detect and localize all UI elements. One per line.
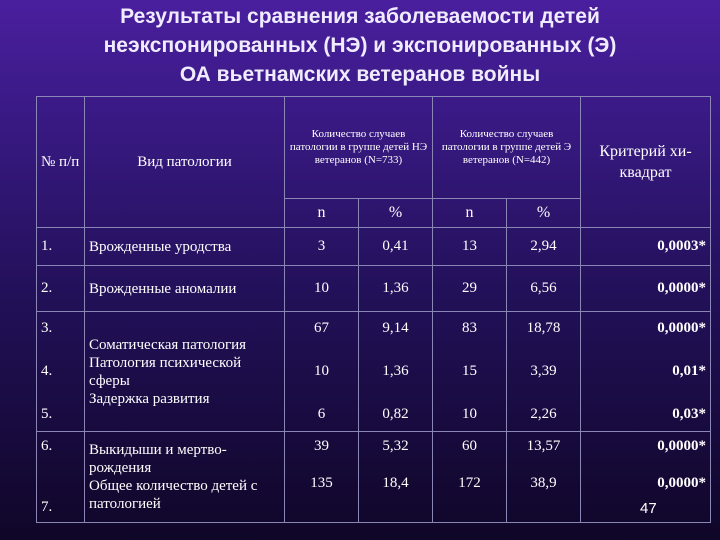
header-num: № п/п (37, 97, 85, 228)
row-criterion: 0,0003* (581, 228, 711, 266)
row-criterion: 0,0000* (657, 438, 707, 454)
row-ne-pct: 1,36 (359, 266, 433, 312)
row-e-pct: 2,94 (507, 228, 581, 266)
row-criterion: 0,0000* (657, 475, 707, 491)
title-line-3: ОА вьетнамских ветеранов войны (179, 63, 541, 86)
subheader-e-n: n (433, 199, 507, 228)
table-row-group (37, 432, 711, 523)
row-e-n: 83 (462, 320, 477, 336)
row-ne-pct: 9,14 (382, 320, 409, 336)
row-ne-n: 67 (314, 320, 329, 336)
row-ne-pct: 18,4 (382, 475, 409, 491)
row-criterion: 0,0000* (581, 266, 711, 312)
row-ne-n: 10 (285, 266, 359, 312)
title-line-2: неэкспонированных (НЭ) и экспонированных (Э) (103, 34, 617, 57)
subheader-e-pct: % (507, 199, 581, 228)
row-pathology: Задержка развития (89, 390, 210, 407)
row-criterion: 0,01* (672, 363, 707, 379)
row-ne-n: 3 (285, 228, 359, 266)
header-row (37, 97, 711, 199)
row-number: 5. (41, 406, 53, 422)
title-line-1: Результаты сравнения заболеваемости детей (120, 5, 600, 28)
table-row (37, 266, 711, 312)
subheader-ne-pct: % (359, 199, 433, 228)
row-number: 6. (41, 438, 53, 454)
row-ne-n: 39 (314, 438, 329, 454)
slide-title (0, 2, 720, 89)
row-number: 1. (37, 228, 85, 266)
row-e-n: 60 (462, 438, 477, 454)
table-row (37, 228, 711, 266)
row-criterion: 0,0000* (657, 320, 707, 336)
row-e-pct: 13,57 (526, 438, 561, 454)
row-pathology: Патология психической сферы (89, 354, 242, 389)
row-e-pct: 18,78 (526, 320, 561, 336)
comparison-table (36, 96, 711, 523)
row-number: 3. (41, 320, 53, 336)
header-criterion: Критерий хи-квадрат (581, 97, 711, 228)
row-ne-n: 135 (310, 475, 333, 491)
row-pathology: Врожденные аномалии (85, 266, 285, 312)
page-number: 47 (640, 500, 657, 517)
header-pathology: Вид патологии (85, 97, 285, 228)
header-group-e: Количество случаев патологии в группе детей Э ветеранов (N=442) (433, 97, 581, 199)
row-e-pct: 38,9 (530, 475, 557, 491)
row-pathology: Общее количество детей с патологией (89, 478, 258, 512)
row-pathology: Соматическая патология (89, 336, 247, 353)
row-criterion: 0,03* (672, 406, 707, 422)
row-e-n: 13 (433, 228, 507, 266)
row-e-pct: 2,26 (530, 406, 557, 422)
row-e-n: 172 (458, 475, 481, 491)
row-ne-n: 6 (317, 406, 326, 422)
row-ne-pct: 0,41 (359, 228, 433, 266)
row-number: 2. (37, 266, 85, 312)
row-e-n: 10 (462, 406, 477, 422)
row-number: 7. (41, 499, 53, 515)
row-ne-n: 10 (314, 363, 329, 379)
row-e-pct: 3,39 (530, 363, 557, 379)
row-ne-pct: 1,36 (382, 363, 409, 379)
header-group-ne: Количество случаев патологии в группе детей НЭ ветеранов (N=733) (285, 97, 433, 199)
row-number: 4. (41, 363, 53, 379)
subheader-ne-n: n (285, 199, 359, 228)
row-ne-pct: 5,32 (382, 438, 409, 454)
row-e-n: 15 (462, 363, 477, 379)
row-pathology: Врожденные уродства (85, 228, 285, 266)
row-e-pct: 6,56 (507, 266, 581, 312)
row-ne-pct: 0,82 (382, 406, 409, 422)
table-row-group (37, 312, 711, 432)
row-e-n: 29 (433, 266, 507, 312)
row-pathology: Выкидыши и мертво-рождения (89, 442, 227, 476)
